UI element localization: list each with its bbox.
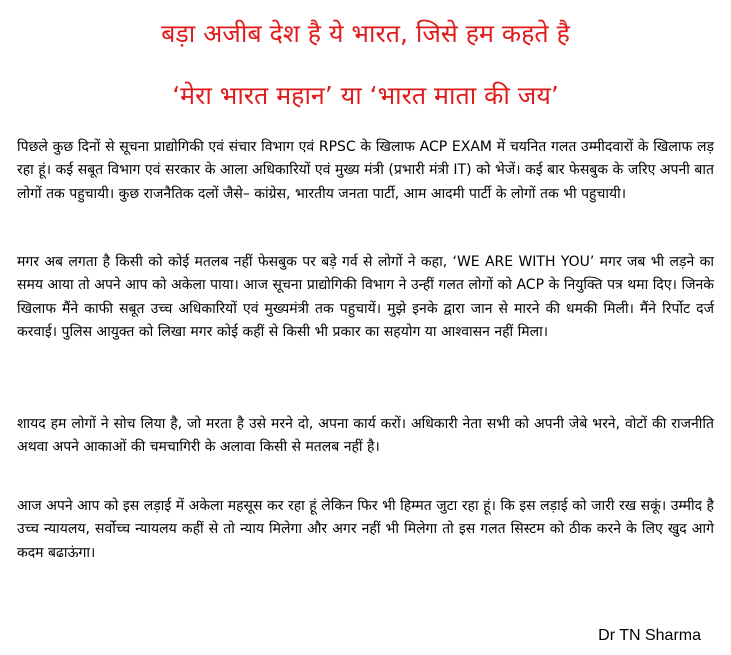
paragraph-2: मगर अब लगता है किसी को कोई मतलब नहीं फेसबुक पर बड़े गर्व से लोगों ने कहा, ‘WE ARE WITH YOU’ मगर जब भी लड़ने का समय आया तो अपने आप को अकेला पाया। आज सूचना प्राद्योगिकी विभाग ने उन्हीं गलत लोगों को ACP के नियुक्ति पत्र थमा दिए। जिनके खिलाफ मैंने काफी सबूत उच्च अधिकारियों एवं मुख्यमंत्री तक पहुचायें। मुझे इनके द्वारा जान से मारने की धमकी मिली। मैंने रिर्पोट दर्ज करवाई। पुलिस आयुक्त को लिखा मगर कोई कहीं से किसी भी प्रकार का सहयोग या आश्वासन नहीं मिला। bbox=[17, 254, 714, 341]
paragraph-1: पिछले कुछ दिनों से सूचना प्राद्योगिकी एवं संचार विभाग एवं RPSC के खिलाफ ACP EXAM में चयनित गलत उम्मीदवारों के खिलाफ लड़ रहा हूं। कई सबूत विभाग एवं सरकार के आला अधिकारियों एवं मुख्य मंत्री (प्रभारी मंत्री IT) को भेजें। कई बार फेसबुक के जरिए अपनी बात लोगों तक पहुचायी। कुछ राजनैतिक दलों जैसे– कांग्रेस, भारतीय जनता पार्टी, आम आदमी पार्टी के लोगों तक भी पहुचायी। bbox=[17, 139, 714, 202]
author-signature: Dr TN Sharma bbox=[598, 627, 701, 644]
headline-line-1: बड़ा अजीब देश है ये भारत, जिसे हम कहते है bbox=[161, 19, 570, 48]
headline-line-2: ‘मेरा भारत महान’ या ‘भारत माता की जय’ bbox=[172, 81, 559, 110]
paragraph-3: शायद हम लोगों ने सोच लिया है, जो मरता है उसे मरने दो, अपना कार्य करों। अधिकारी नेता सभी को अपनी जेबे भरने, वोटों की राजनीति अथवा अपने आकाओं की चमचागिरी के अलावा किसी से मतलब नहीं है। bbox=[17, 416, 714, 456]
paragraph-4: आज अपने आप को इस लड़ाई में अकेला महसूस कर रहा हूं लेकिन फिर भी हिम्मत जुटा रहा हूं। कि इस लड़ाई को जारी रख सकूं। उम्मीद है उच्च न्यायलय, सर्वोच्च न्यायलय कहीं से तो न्याय मिलेगा और अगर नहीं भी मिलेगा तो इस गलत सिस्टम को ठीक करने के लिए खुद आगे कदम बढाऊंगा। bbox=[17, 498, 714, 561]
